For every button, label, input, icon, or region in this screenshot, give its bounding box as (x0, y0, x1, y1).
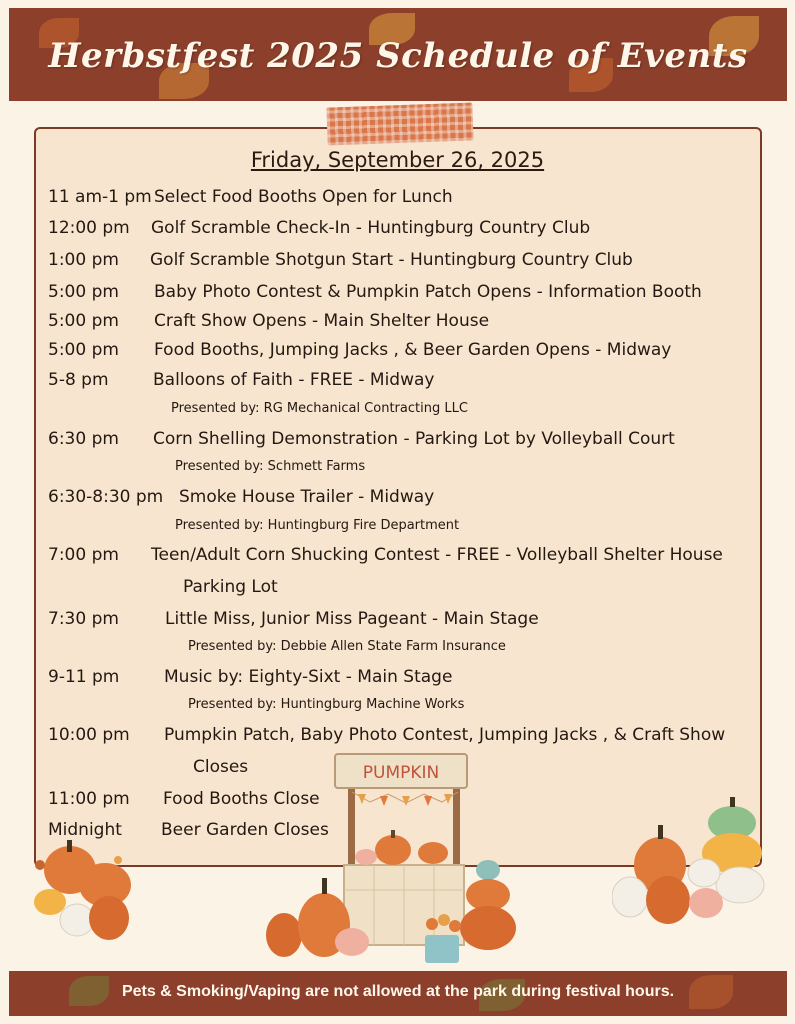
pumpkin-stand-illustration-icon (260, 750, 530, 970)
event-time: 5:00 pm (48, 282, 119, 302)
footer-banner (9, 971, 787, 1016)
event-description: Golf Scramble Shotgun Start - Huntingburg Country Club (150, 250, 633, 270)
event-time: 5-8 pm (48, 370, 109, 390)
pumpkin-cluster-left-icon (30, 840, 140, 945)
event-time: 1:00 pm (48, 250, 119, 270)
event-sponsor: Presented by: Schmett Farms (175, 459, 366, 474)
event-description: Golf Scramble Check-In - Huntingburg Country Club (151, 218, 591, 238)
event-description: Beer Garden Closes (161, 820, 329, 840)
event-description: Food Booths, Jumping Jacks , & Beer Garden Opens - Midway (154, 340, 672, 360)
event-description: Corn Shelling Demonstration - Parking Lot by Volleyball Court (153, 429, 675, 449)
pumpkin-cluster-right-icon (612, 795, 772, 930)
header-banner (9, 8, 787, 101)
event-description: Baby Photo Contest & Pumpkin Patch Opens - Information Booth (154, 282, 702, 302)
event-time: 11:00 pm (48, 789, 130, 809)
event-time: 5:00 pm (48, 311, 119, 331)
plaid-ribbon-icon (326, 102, 473, 145)
event-sponsor: Presented by: RG Mechanical Contracting LLC (171, 401, 468, 416)
event-time: 5:00 pm (48, 340, 119, 360)
event-description: Craft Show Opens - Main Shelter House (154, 311, 490, 331)
event-time: 10:00 pm (48, 725, 130, 745)
footer-notice: Pets & Smoking/Vaping are not allowed at the park during festival hours. (121, 983, 675, 1000)
event-description: Select Food Booths Open for Lunch (154, 187, 453, 207)
event-time: 7:30 pm (48, 609, 119, 629)
event-time: 11 am-1 pm (48, 187, 152, 207)
event-description: Teen/Adult Corn Shucking Contest - FREE - Volleyball Shelter House (151, 545, 723, 565)
event-description: Food Booths Close (163, 789, 320, 809)
event-sponsor: Presented by: Debbie Allen State Farm Insurance (188, 639, 506, 654)
event-description: Pumpkin Patch, Baby Photo Contest, Jumping Jacks , & Craft Show (164, 725, 726, 745)
event-sponsor: Presented by: Huntingburg Machine Works (188, 697, 465, 712)
event-description-continued: Parking Lot (183, 577, 278, 597)
page-title: Herbstfest 2025 Schedule of Events (48, 36, 748, 76)
stand-sign-label: PUMPKIN (362, 763, 440, 783)
schedule-date: Friday, September 26, 2025 (250, 148, 545, 172)
event-time: 7:00 pm (48, 545, 119, 565)
event-time: 6:30-8:30 pm (48, 487, 164, 507)
event-time: Midnight (48, 820, 122, 840)
event-description-continued: Closes (193, 757, 249, 777)
event-description: Smoke House Trailer - Midway (179, 487, 435, 507)
event-description: Little Miss, Junior Miss Pageant - Main Stage (165, 609, 539, 629)
event-time: 6:30 pm (48, 429, 119, 449)
event-description: Balloons of Faith - FREE - Midway (153, 370, 435, 390)
event-time: 12:00 pm (48, 218, 130, 238)
event-description: Music by: Eighty-Sixt - Main Stage (164, 667, 453, 687)
event-sponsor: Presented by: Huntingburg Fire Department (175, 518, 460, 533)
event-time: 9-11 pm (48, 667, 120, 687)
